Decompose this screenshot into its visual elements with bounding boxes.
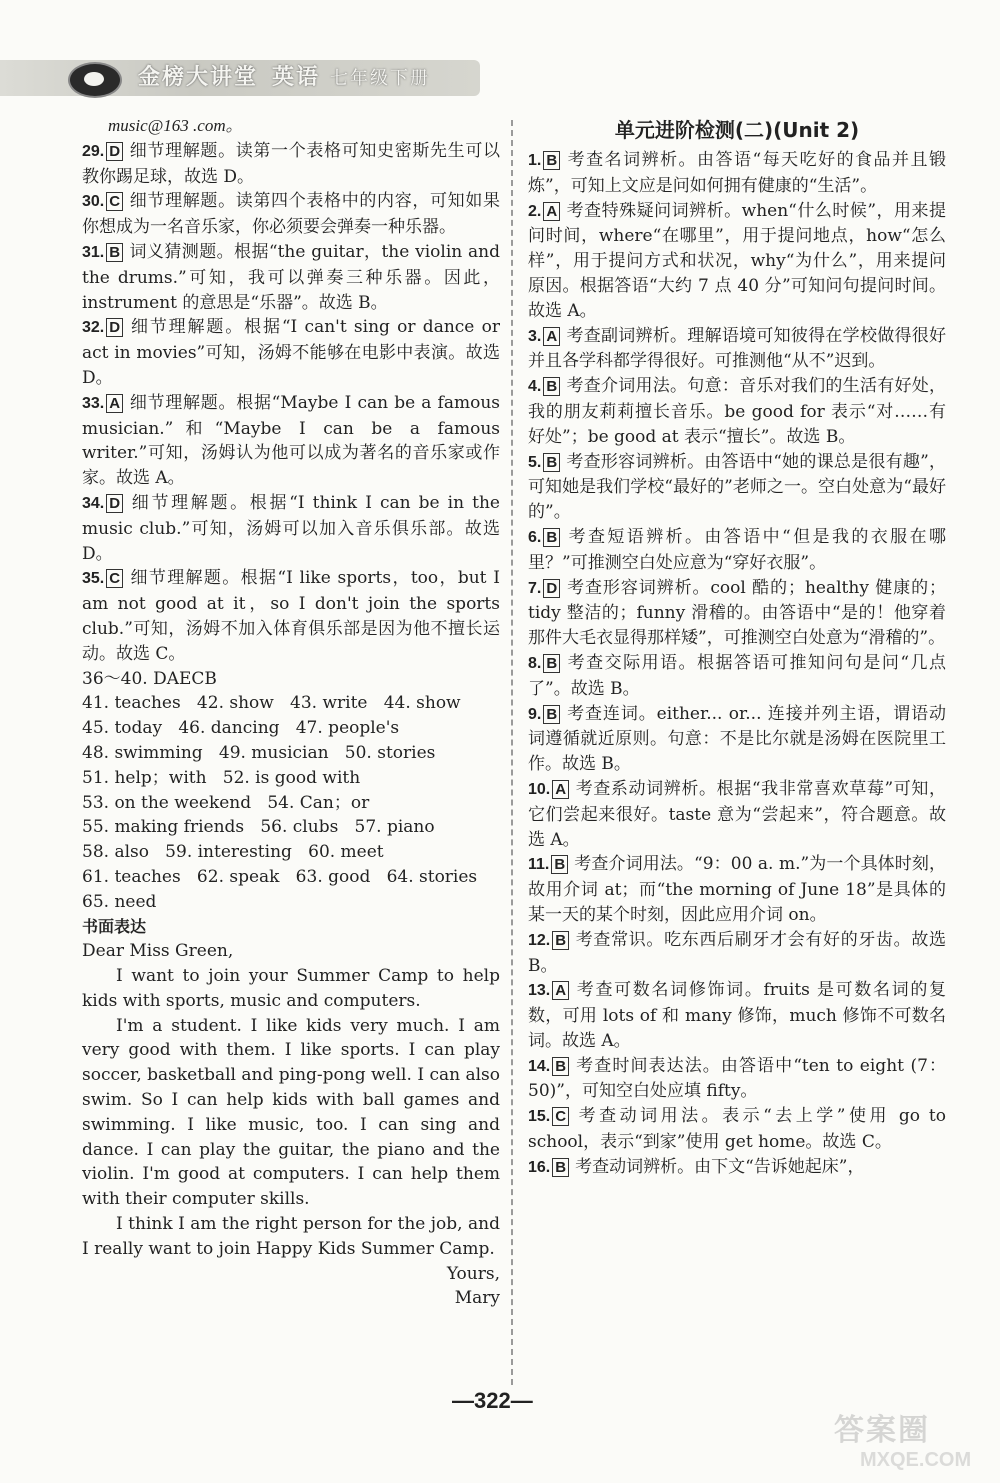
header-title bbox=[138, 62, 430, 95]
answer-item bbox=[82, 566, 500, 666]
answer-letter: A bbox=[106, 394, 123, 413]
answer-letter: C bbox=[106, 192, 123, 211]
watermark-logo bbox=[834, 1405, 984, 1475]
answer-letter: C bbox=[106, 569, 123, 588]
answer-key-line: 58. also 59. interesting 60. meet bbox=[82, 842, 384, 863]
answer-item bbox=[82, 491, 500, 566]
section-title: 单元进阶检测(二)(Unit 2) bbox=[614, 118, 860, 142]
question-number: 12. bbox=[528, 931, 551, 949]
answer-key-line: 36～40. DAECB bbox=[82, 668, 217, 689]
answer-item bbox=[528, 928, 946, 979]
question-number: 8. bbox=[528, 654, 542, 672]
answer-item bbox=[528, 702, 946, 777]
answer-letter: B bbox=[543, 528, 560, 547]
answer-letter: B bbox=[552, 1158, 569, 1177]
question-number: 29. bbox=[82, 142, 105, 160]
answer-letter: B bbox=[552, 1057, 569, 1076]
question-number: 33. bbox=[82, 394, 105, 412]
question-number: 34. bbox=[82, 494, 105, 512]
explanation-text: 考查动词辨析。由下文“告诉她起床”， bbox=[575, 1156, 865, 1177]
answer-item bbox=[528, 777, 946, 852]
answer-key-line: 45. today 46. dancing 47. people's bbox=[82, 718, 400, 739]
question-number: 5. bbox=[528, 453, 542, 471]
explanation-text: 词义猜测题。根据“the guitar，the violin and the drums.”可知，我可以弹奏三种乐器。因此，instrument 的意思是“乐器”。故选 B。 bbox=[82, 241, 500, 313]
left-answer-list bbox=[82, 139, 500, 667]
page-header bbox=[0, 0, 1000, 115]
answer-letter: D bbox=[106, 142, 123, 161]
explanation-text: 考查形容词辨析。由答语中“她的课总是很有趣”，可知她是我们学校“最好的”老师之一。空白处意为“最好的”。 bbox=[528, 451, 946, 523]
question-number: 14. bbox=[528, 1057, 551, 1075]
question-number: 30. bbox=[82, 193, 105, 211]
header-grade: 七年级下册 bbox=[330, 68, 431, 89]
explanation-text: 考查特殊疑问词辨析。when“什么时候”，用来提问时间，where“在哪里”，用于提问地点，how“怎么样”，用于提问方式和状况，why“为什么”，用来提问原因。根据答语“大约 7 点 40 分”可知问句提问时间。故选 A。 bbox=[528, 200, 946, 321]
watermark-top: 答案圈 bbox=[834, 1413, 930, 1448]
watermark-bottom: MXQE.COM bbox=[860, 1449, 972, 1471]
answer-letter: A bbox=[543, 202, 560, 221]
letter-paragraph: I think I am the right person for the job, and I really want to join Happy Kids Summer Camp. bbox=[82, 1214, 500, 1259]
question-number: 35. bbox=[82, 570, 105, 588]
answer-letter: B bbox=[543, 377, 560, 396]
answer-letter: A bbox=[552, 981, 569, 1000]
header-brand: 金榜大讲堂 bbox=[138, 65, 259, 90]
answer-item bbox=[82, 240, 500, 315]
answer-letter: A bbox=[543, 327, 560, 346]
answer-key-line: 61. teaches 62. speak 63. good 64. stories bbox=[82, 866, 478, 887]
letter-greeting: Dear Miss Green, bbox=[82, 941, 234, 962]
explanation-text: 细节理解题。根据“I can't sing or dance or act in movies”可知，汤姆不能够在电影中表演。故选 D。 bbox=[82, 317, 500, 388]
page-number: —322— bbox=[452, 1388, 533, 1413]
question-number: 13. bbox=[528, 982, 551, 1000]
answer-item bbox=[82, 391, 500, 491]
answer-item bbox=[528, 576, 946, 651]
answer-item bbox=[528, 852, 946, 927]
explanation-text: 考查名词辨析。由答语“每天吃好的食品并且锻炼”，可知上文应是问如何拥有健康的“生活”。 bbox=[528, 150, 946, 196]
answer-letter: D bbox=[543, 579, 560, 598]
explanation-text: 细节理解题。根据“I think I can be in the music club.”可知，汤姆可以加入音乐俱乐部。故选 D。 bbox=[82, 492, 500, 564]
question-number: 9. bbox=[528, 705, 542, 723]
header-subject: 英语 bbox=[272, 65, 321, 90]
explanation-text: 考查常识。吃东西后刷牙才会有好的牙齿。故选 B。 bbox=[528, 929, 946, 976]
answer-letter: D bbox=[106, 318, 123, 337]
explanation-text: 考查介词用法。“9：00 a. m.”为一个具体时刻，故用介词 at；而“the morning of June 18”是具体的某一天的某个时刻，因此应用介词 on。 bbox=[528, 854, 946, 925]
answer-item bbox=[528, 1054, 946, 1105]
explanation-text: 考查交际用语。根据答语可推知问句是问“几点了”。故选 B。 bbox=[528, 652, 946, 699]
explanation-text: 考查时间表达法。由答语中“ten to eight (7：50)”，可知空白处应填 fifty。 bbox=[528, 1055, 946, 1102]
explanation-text: 考查副词辨析。理解语境可知彼得在学校做得很好并且各学科都学得很好。可推测他“从不”迟到。 bbox=[528, 325, 946, 372]
explanation-text: 考查短语辨析。由答语中“但是我的衣服在哪里？”可推测空白处应意为“穿好衣服”。 bbox=[528, 526, 946, 573]
question-number: 2. bbox=[528, 202, 542, 220]
answer-key-line: 41. teaches 42. show 43. write 44. show bbox=[82, 693, 461, 714]
answer-item bbox=[528, 651, 946, 702]
answer-letter: B bbox=[551, 855, 568, 874]
explanation-text: 考查系动词辨析。根据“我非常喜欢草莓”可知，它们尝起来很好。taste 意为“尝起来”，符合题意。故选 A。 bbox=[528, 778, 946, 850]
letter-paragraph: I want to join your Summer Camp to help kids with sports, music and computers. bbox=[82, 966, 500, 1011]
answer-item bbox=[528, 1104, 946, 1155]
answer-letter: B bbox=[552, 931, 569, 950]
question-number: 11. bbox=[528, 856, 550, 874]
answer-letter: A bbox=[552, 780, 569, 799]
question-number: 32. bbox=[82, 319, 105, 337]
letter-closing: Yours, bbox=[446, 1263, 500, 1284]
answer-letter: B bbox=[106, 243, 123, 262]
left-column bbox=[82, 114, 500, 1311]
answer-item bbox=[82, 189, 500, 240]
answer-letter: B bbox=[543, 705, 560, 724]
question-number: 1. bbox=[528, 152, 542, 169]
explanation-text: 考查形容词辨析。cool 酷的；healthy 健康的；tidy 整洁的；funny 滑稽的。由答语中“是的！他穿着那件大毛衣显得那样矮”，可推测空白处意为“滑稽的”。 bbox=[528, 577, 946, 649]
answer-letter: B bbox=[543, 654, 560, 673]
column-divider bbox=[511, 120, 513, 1385]
question-number: 6. bbox=[528, 528, 542, 546]
answer-key-line: 65. need bbox=[82, 891, 157, 912]
answer-item bbox=[528, 978, 946, 1053]
explanation-text: 考查连词。either... or... 连接并列主语，谓语动词遵循就近原则。句意：不是比尔就是汤姆在医院里工作。故选 B。 bbox=[528, 703, 946, 775]
answer-item bbox=[528, 148, 946, 199]
question-number: 15. bbox=[528, 1108, 551, 1126]
letter-paragraph: I'm a student. I like kids very much. I am very good with them. I like sports. I can play soccer, basketball and ping-pong well. I can also swim. So I can help kids with ball games and swimming. I like music, too. I can sing and dance. I can play the guitar, the piano and the violin. I'm good at computers. I can help them with their computer skills. bbox=[82, 1015, 500, 1210]
answer-letter: B bbox=[543, 453, 560, 472]
answer-letter: C bbox=[552, 1107, 569, 1126]
question-number: 3. bbox=[528, 327, 542, 345]
explanation-text: 细节理解题。读第一个表格可知史密斯先生可以教你踢足球，故选 D。 bbox=[82, 140, 500, 187]
answer-item bbox=[528, 199, 946, 324]
answer-item bbox=[528, 374, 946, 449]
writing-heading: 书面表达 bbox=[82, 916, 147, 936]
question-number: 31. bbox=[82, 243, 105, 261]
right-answer-list bbox=[528, 148, 946, 1181]
explanation-text: 细节理解题。根据“I like sports，too，but I am not good at it，so I don't join the sports club.”可知，汤姆不加入体育俱乐部是因为他不擅长运动。故选 C。 bbox=[82, 568, 500, 664]
question-number: 4. bbox=[528, 378, 542, 396]
question-number: 10. bbox=[528, 780, 551, 798]
answer-key-line: 55. making friends 56. clubs 57. piano bbox=[82, 817, 435, 838]
explanation-text: 细节理解题。根据“Maybe I can be a famous musician.”和“Maybe I can be a famous writer.”可知，汤姆认为他可以成为著名的音乐家或作家。故选 A。 bbox=[82, 392, 500, 489]
answer-letter: B bbox=[543, 151, 560, 170]
answer-key-line: 53. on the weekend 54. Can；or bbox=[82, 792, 370, 813]
email-text: music@163 .com。 bbox=[108, 116, 243, 135]
answer-key-lines bbox=[82, 667, 500, 915]
question-number: 16. bbox=[528, 1158, 551, 1176]
explanation-text: 细节理解题。读第四个表格中的内容，可知如果你想成为一名音乐家，你必须要会弹奏一种乐器。 bbox=[82, 191, 500, 238]
explanation-text: 考查可数名词修饰词。fruits 是可数名词的复数，可用 lots of 和 many 修饰，much 修饰不可数名词。故选 A。 bbox=[528, 980, 946, 1051]
answer-item bbox=[528, 525, 946, 576]
answer-item bbox=[528, 324, 946, 375]
letter-body bbox=[82, 964, 500, 1262]
question-number: 7. bbox=[528, 579, 542, 597]
answer-key-line: 51. help；with 52. is good with bbox=[82, 767, 361, 788]
letter-signature: Mary bbox=[454, 1288, 500, 1309]
answer-letter: D bbox=[106, 494, 123, 513]
eye-logo-icon bbox=[68, 62, 122, 98]
explanation-text: 考查介词用法。句意：音乐对我们的生活有好处，我的朋友莉莉擅长音乐。be good for 表示“对……有好处”；be good at 表示“擅长”。故选 B。 bbox=[528, 376, 946, 447]
answer-key-line: 48. swimming 49. musician 50. stories bbox=[82, 742, 436, 763]
right-column bbox=[528, 114, 946, 1181]
email-line bbox=[82, 114, 500, 139]
answer-item bbox=[528, 1155, 946, 1181]
answer-item bbox=[82, 315, 500, 390]
explanation-text: 考查动词用法。表示“去上学”使用 go to school，表示“到家”使用 get home。故选 C。 bbox=[528, 1106, 946, 1153]
answer-item bbox=[528, 450, 946, 525]
answer-item bbox=[82, 139, 500, 190]
